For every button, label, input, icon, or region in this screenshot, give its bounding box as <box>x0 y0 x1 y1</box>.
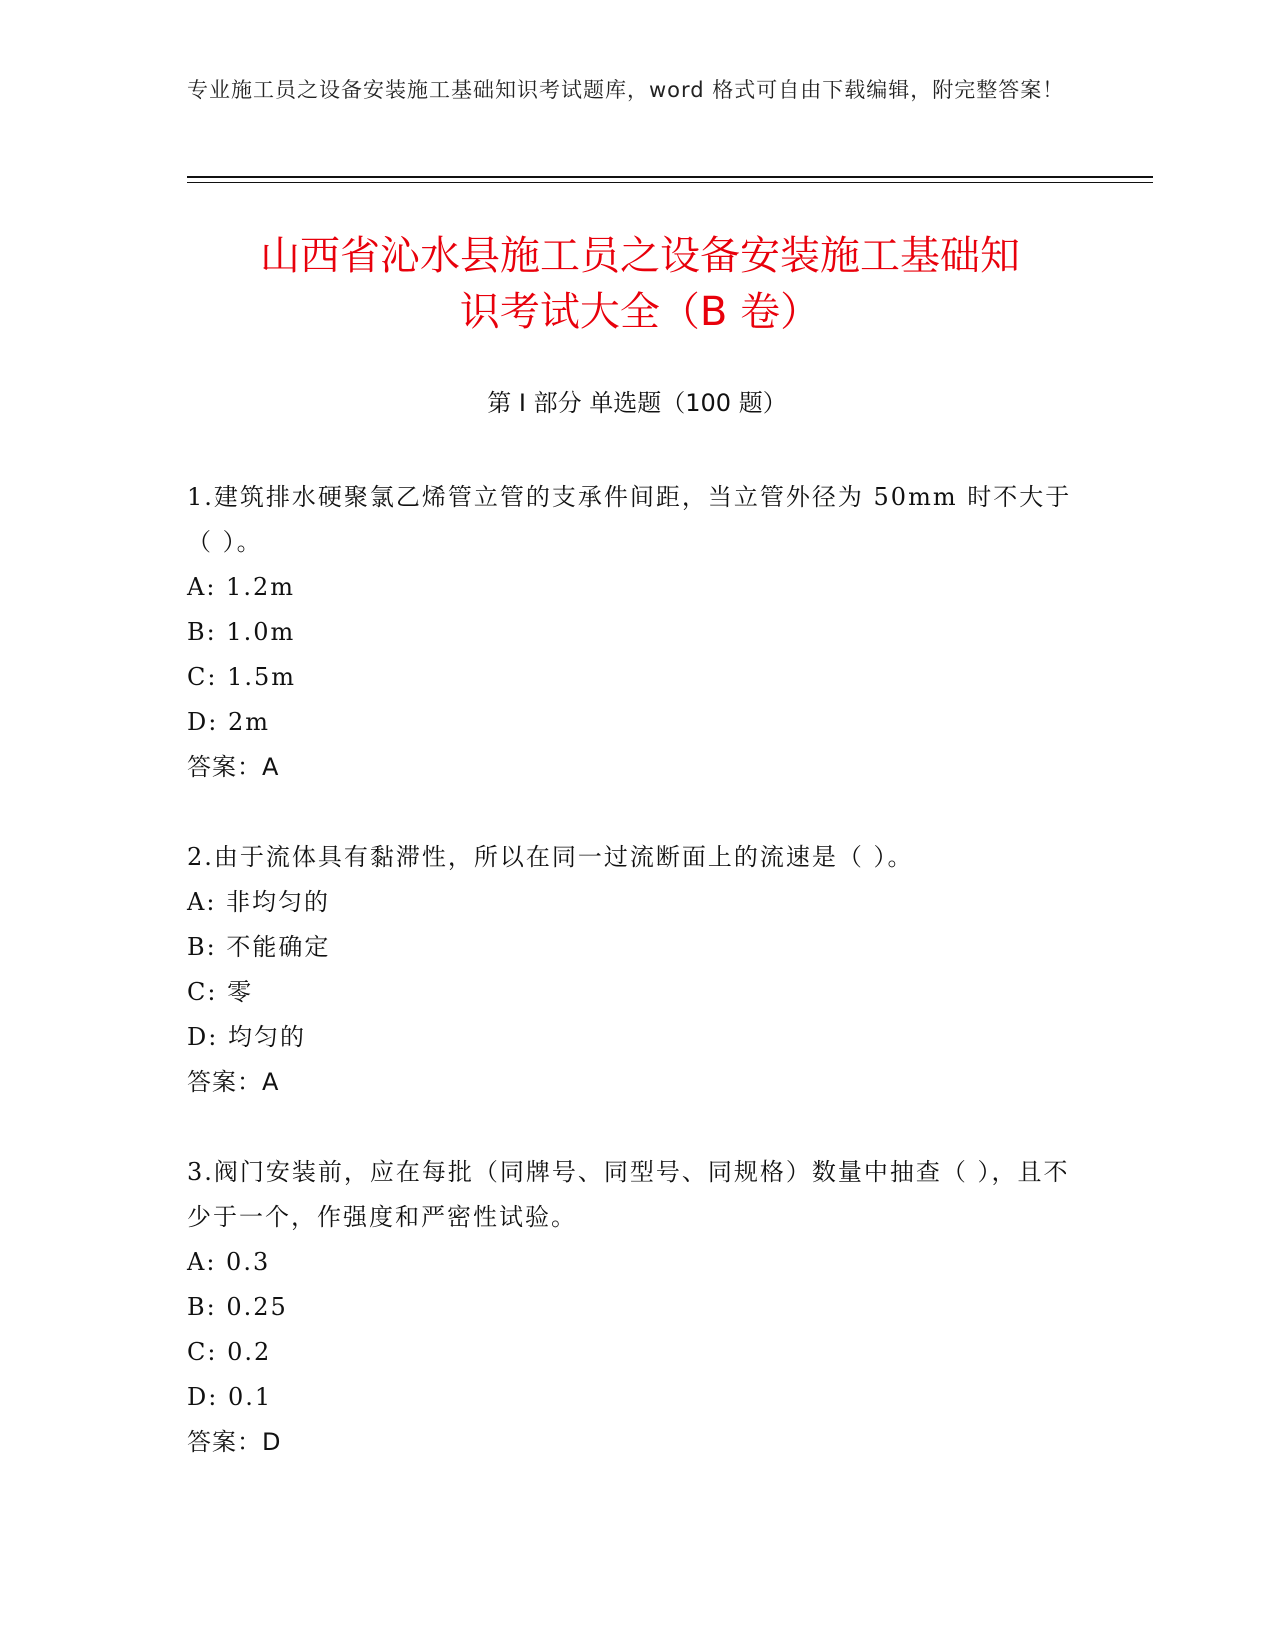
option-d: D: 均匀的 <box>187 1023 306 1051</box>
option-a: A: 非均匀的 <box>187 888 331 916</box>
answer: 答案：D <box>187 1428 282 1456</box>
answer: 答案：A <box>187 753 280 781</box>
option-a: A: 0.3 <box>187 1248 271 1276</box>
header-divider-thick <box>187 176 1153 178</box>
option-d: D: 0.1 <box>187 1383 273 1411</box>
option-c: C: 0.2 <box>187 1338 272 1366</box>
option-c: C: 零 <box>187 978 254 1006</box>
document-title <box>160 228 1120 340</box>
section-title: 第 I 部分 单选题（100 题） <box>487 389 787 417</box>
option-b: B: 不能确定 <box>187 933 331 961</box>
question-stem: 1.建筑排水硬聚氯乙烯管立管的支承件间距，当立管外径为 50mm 时不大于（ ）。 <box>187 483 1072 556</box>
option-d: D: 2m <box>187 708 270 736</box>
option-a: A: 1.2m <box>187 573 295 601</box>
question-1 <box>187 475 1087 790</box>
option-b: B: 1.0m <box>187 618 296 646</box>
document-title-line1: 山西省沁水县施工员之设备安装施工基础知 <box>260 233 1020 279</box>
option-c: C: 1.5m <box>187 663 297 691</box>
answer: 答案：A <box>187 1068 280 1096</box>
question-2 <box>187 835 1087 1105</box>
document-title-line2: 识考试大全（B 卷） <box>459 289 821 335</box>
question-list <box>187 475 1087 1510</box>
option-b: B: 0.25 <box>187 1293 288 1321</box>
question-stem: 3.阀门安装前，应在每批（同牌号、同型号、同规格）数量中抽查（ ），且不少于一个，作强度和严密性试验。 <box>187 1158 1070 1231</box>
header-divider-thin <box>187 182 1153 183</box>
question-stem: 2.由于流体具有黏滞性，所以在同一过流断面上的流速是（ ）。 <box>187 843 914 871</box>
question-3 <box>187 1150 1087 1465</box>
header-note: 专业施工员之设备安装施工基础知识考试题库，word 格式可自由下载编辑，附完整答案！ <box>187 78 1065 102</box>
